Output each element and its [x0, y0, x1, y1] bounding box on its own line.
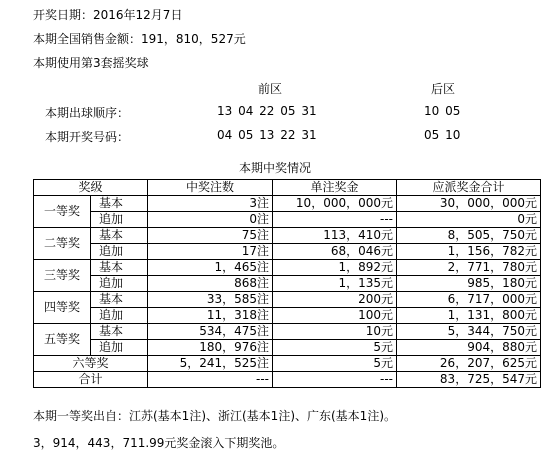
tier-name: 六等奖: [34, 356, 148, 372]
draw-order-back: 10 05: [424, 104, 461, 118]
win-count: 17注: [148, 244, 273, 260]
table-row: [34, 260, 541, 276]
total-prize: 6，717，000元: [397, 292, 541, 308]
unit-prize: 5元: [273, 340, 397, 356]
win-count: 33，585注: [148, 292, 273, 308]
tier-sub: 追加: [91, 340, 148, 356]
unit-prize: 200元: [273, 292, 397, 308]
total-prize: 0元: [397, 212, 541, 228]
tier-name: 二等奖: [34, 228, 91, 260]
tier-sub: 基本: [91, 196, 148, 212]
total-prize: 2，771，780元: [397, 260, 541, 276]
unit-prize: ---: [273, 212, 397, 228]
tier-sub: 基本: [91, 228, 148, 244]
draw-order-label: 本期出球顺序：: [45, 106, 130, 120]
unit-prize: 100元: [273, 308, 397, 324]
unit-prize: 10元: [273, 324, 397, 340]
tier-name: 四等奖: [34, 292, 91, 324]
tier-sub: 基本: [91, 324, 148, 340]
table-row: [34, 276, 541, 292]
unit-prize: 68，046元: [273, 244, 397, 260]
table-row: [34, 244, 541, 260]
front-zone-label: 前区: [258, 82, 283, 96]
prize-table: [33, 179, 541, 388]
win-count: 0注: [148, 212, 273, 228]
header-count: 中奖注数: [148, 180, 273, 196]
tier-sub: 基本: [91, 292, 148, 308]
win-count: 5，241，525注: [148, 356, 273, 372]
total-prize: 5，344，750元: [397, 324, 541, 340]
winning-numbers-label: 本期开奖号码：: [45, 130, 130, 144]
table-header-row: [34, 180, 541, 196]
win-count: ---: [148, 372, 273, 388]
rollover-amount: 3，914，443，711.99元奖金滚入下期奖池。: [33, 436, 285, 450]
header-level: 奖级: [34, 180, 148, 196]
table-row: [34, 356, 541, 372]
total-prize: 1，156，782元: [397, 244, 541, 260]
tier-sub: 追加: [91, 244, 148, 260]
table-row: [34, 228, 541, 244]
win-count: 75注: [148, 228, 273, 244]
header-total: 应派奖金合计: [397, 180, 541, 196]
back-zone-label: 后区: [431, 82, 456, 96]
win-count: 868注: [148, 276, 273, 292]
total-prize: 8，505，750元: [397, 228, 541, 244]
total-prize: 904，880元: [397, 340, 541, 356]
winning-numbers-back: 05 10: [424, 128, 461, 142]
unit-prize: 1，135元: [273, 276, 397, 292]
unit-prize: 1，892元: [273, 260, 397, 276]
table-row: [34, 196, 541, 212]
total-prize: 83，725，547元: [397, 372, 541, 388]
win-count: 3注: [148, 196, 273, 212]
table-row: [34, 340, 541, 356]
win-count: 180，976注: [148, 340, 273, 356]
tier-sub: 基本: [91, 260, 148, 276]
win-count: 1，465注: [148, 260, 273, 276]
winning-numbers-front: 04 05 13 22 31: [217, 128, 317, 142]
tier-name: 三等奖: [34, 260, 91, 292]
draw-order-front: 13 04 22 05 31: [217, 104, 317, 118]
win-count: 11，318注: [148, 308, 273, 324]
ball-set: 本期使用第3套摇奖球: [33, 56, 149, 70]
table-row-sum: [34, 372, 541, 388]
sales-amount: 本期全国销售金额：191，810，527元: [33, 32, 246, 46]
total-prize: 985，180元: [397, 276, 541, 292]
unit-prize: 113，410元: [273, 228, 397, 244]
table-row: [34, 324, 541, 340]
table-row: [34, 212, 541, 228]
win-count: 534，475注: [148, 324, 273, 340]
tier-name: 五等奖: [34, 324, 91, 356]
total-prize: 26，207，625元: [397, 356, 541, 372]
total-prize: 30，000，000元: [397, 196, 541, 212]
tier-sub: 追加: [91, 212, 148, 228]
unit-prize: ---: [273, 372, 397, 388]
draw-date: 开奖日期：2016年12月7日: [33, 8, 183, 22]
table-title: 本期中奖情况: [238, 161, 311, 175]
total-prize: 1，131，800元: [397, 308, 541, 324]
sum-label: 合计: [34, 372, 148, 388]
table-row: [34, 308, 541, 324]
unit-prize: 5元: [273, 356, 397, 372]
header-prize: 单注奖金: [273, 180, 397, 196]
tier-sub: 追加: [91, 308, 148, 324]
table-row: [34, 292, 541, 308]
tier-name: 一等奖: [34, 196, 91, 228]
first-prize-origin: 本期一等奖出自：江苏(基本1注)、浙江(基本1注)、广东(基本1注)。: [33, 409, 396, 423]
unit-prize: 10，000，000元: [273, 196, 397, 212]
tier-sub: 追加: [91, 276, 148, 292]
